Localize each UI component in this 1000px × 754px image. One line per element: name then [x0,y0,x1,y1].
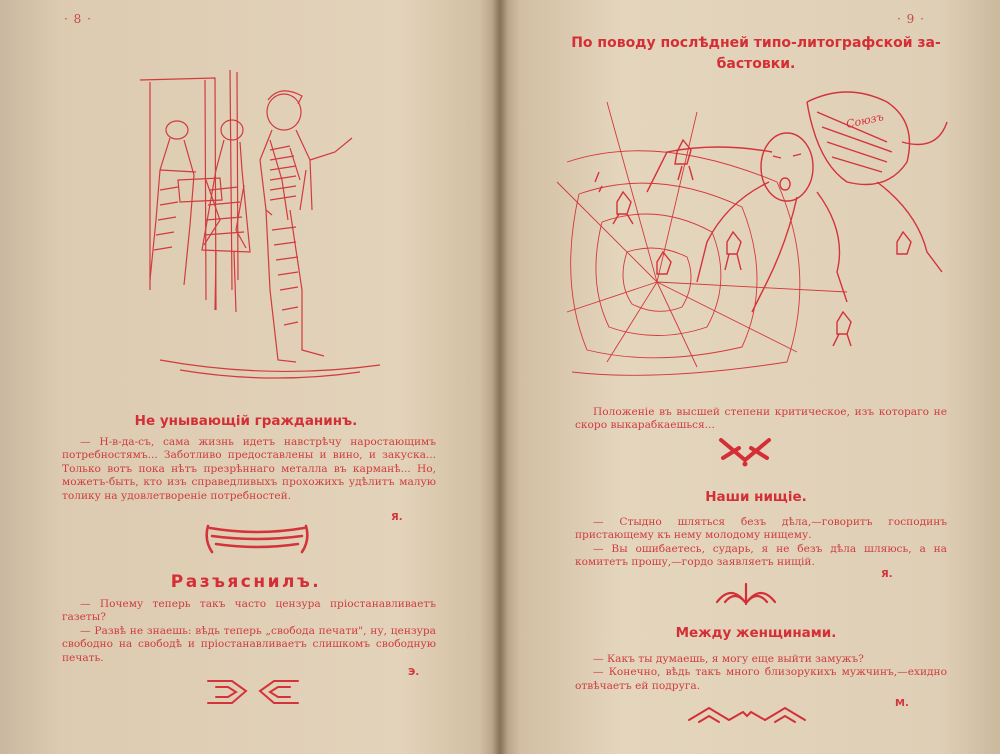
caption-text: Положеніе въ высшей степени критическое, изъ котораго не скоро выкарабкаешься... [575,406,947,432]
title-line: По поводу послѣдней типо-литографской за- [571,35,941,51]
article-body [575,653,947,693]
page-number: · 9 · [897,12,925,26]
article-title: Не унывающій гражданинъ. [134,413,358,429]
article-body [575,516,947,570]
ornament-divider [711,580,781,608]
signature: Я. [881,569,893,580]
ornament-divider [685,702,809,726]
page-title [561,33,951,75]
article-title: Между женщинами. [675,625,837,641]
illustration-caption [575,406,947,433]
street-illustration [120,60,420,390]
signature: Я. [391,512,403,523]
dialogue-line: — Стыдно шляться безъ дѣла,—говоритъ господинъ пристающему къ нему молодому нищему. [575,516,947,542]
ornament-divider [715,432,775,468]
page-number: · 8 · [64,12,92,26]
dialogue-line: — Развѣ не знаешь: вѣдь теперь „свобода печати", ну, цензура свободно на свободѣ и пріостанавливаетъ слишкомъ свободную печать. [62,624,436,664]
dialogue-line: — Вы ошибаетесь, сударь, я не безъ дѣла шляюсь, а на комитетъ прошу,—гордо заявляетъ нищій. [575,542,947,569]
article-body [62,598,436,665]
ornament-divider [202,522,312,556]
article-body [62,436,436,503]
ornament-dot [743,462,748,467]
title-line: бастовки. [716,56,796,72]
signature: М. [895,698,909,709]
article-title: Разъяснилъ. [170,572,322,592]
right-page [503,0,1000,754]
ornament-divider [198,675,308,709]
dialogue-line: — Конечно, вѣдь такъ много близорукихъ мужчинъ,—ехидно отвѣчаетъ ей подруга. [575,666,947,692]
left-page [0,0,497,754]
signature: Э. [408,667,420,678]
article-title: Наши нищіе. [705,489,807,505]
spider-web-illustration [547,82,947,372]
paragraph: — Н-в-да-съ, сама жизнь идетъ навстрѣчу наростающимъ потребностямъ... Заботливо предоставлены и вино, и закуска... Только вотъ пока нѣтъ презрѣннаго металла въ карманѣ... Но, можетъ-быть, кто изъ справедливыхъ прохожихъ удѣлитъ малую толику на удовлетвореніе потребностей. [62,436,436,502]
dialogue-line: — Какъ ты думаешь, я могу еще выйти замужъ? [593,653,864,665]
spider-label: Союзъ [844,110,885,131]
dialogue-line: — Почему теперь такъ часто цензура пріостанавливаетъ газеты? [62,598,436,624]
